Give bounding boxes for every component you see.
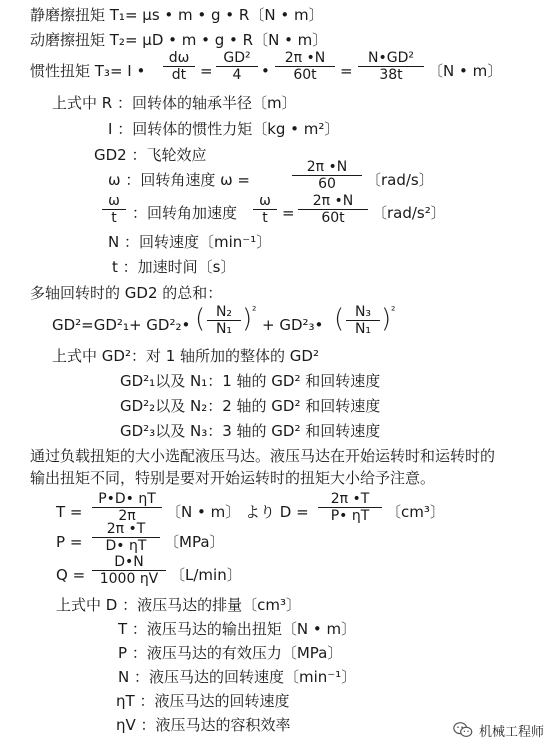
fraction-omega: $\frac{2\pi •N}{60}$ [292,159,362,192]
torque-unit-and-d: 〔N • m〕 より D = [166,503,309,521]
pressure-lead: P = [56,533,83,551]
gd-formula-lead: GD²=GD²₁+ GD²₂• [52,316,191,334]
alpha-unit: 〔rad/s²〕 [372,204,446,222]
fraction-alpha-left: $\frac{\omega}{t}$ [102,193,126,226]
def-hyd-N: N ：液压马达的回转速度〔min⁻¹〕 [118,668,357,686]
square: ² [252,304,257,317]
def-gd2-total: 上式中 GD²：对 1 轴所加的整体的 GD² [52,347,319,365]
paren: ) [242,304,253,334]
fraction-alpha-mid: $\frac{\omega}{t}$ [253,193,277,226]
displacement-unit: 〔cm³〕 [386,503,445,521]
fraction-2piN-60t: $\frac{2\pi •N}{60t}$ [275,50,335,83]
fraction-pressure: $\frac{2\pi •T}{D• \eta T}$ [92,521,160,554]
fraction-displacement: $\frac{2\pi •T}{P• \eta T}$ [318,491,382,524]
dynamic-friction-line: 动磨擦扭矩 T₂= μD • m • g • R〔N • m〕 [30,31,328,49]
omega-unit: 〔rad/s〕 [366,171,434,189]
static-friction-line: 静磨擦扭矩 T₁= μs • m • g • R〔N • m〕 [30,6,324,24]
inertia-lead: 惯性扭矩 T₃= I • [30,62,146,80]
flow-lead: Q = [56,566,86,584]
pressure-unit: 〔MPa〕 [164,533,225,551]
multi-axis-title: 多轴回转时的 GD2 的总和： [30,284,223,302]
watermark-text: 机械工程师 [478,724,544,740]
square: ² [391,304,396,317]
def-hyd-etaV: ηV ：液压马达的容积效率 [116,716,291,734]
def-I: I ：回转体的惯性力矩〔kg • m²〕 [108,120,340,138]
watermark [452,719,544,741]
fraction-dw-dt: $\frac{d\omega}{dt}$ [163,50,195,83]
def-omega: ω ：回转角速度 ω = [108,171,250,189]
fraction-gd2-4: $\frac{\text{GD²}}{4}$ [216,50,258,83]
def-GD2: GD2 ：飞轮效应 [94,146,207,164]
paren: ( [195,304,206,334]
gd-formula-plus: + GD²₃• [262,316,324,334]
def-hyd-P: P ：液压马达的有效压力〔MPa〕 [118,644,343,662]
def-N: N ：回转速度〔min⁻¹〕 [108,233,272,251]
def-alpha: ：回转角加速度 [132,204,238,222]
def-hyd-T: T ：液压马达的输出扭矩〔N • m〕 [118,620,357,638]
paren: ( [334,304,345,334]
def-gd2-1: GD²₁以及 N₁：1 轴的 GD² 和回转速度 [120,372,381,390]
def-R: 上式中 R ：回转体的轴承半径〔m〕 [52,94,297,112]
torque-lead: T = [56,503,83,521]
paragraph-line-2: 输出扭矩不同，特别是要对开始运转时的扭矩大小给予注意。 [30,469,436,487]
fraction-n2-n1: $\frac{\text{N₂}}{\text{N₁}}$ [207,304,241,337]
def-gd2-3: GD²₃以及 N₃：3 轴的 GD² 和回转速度 [120,422,381,440]
fraction-alpha-right: $\frac{2\pi •N}{60t}$ [298,193,368,226]
def-gd2-2: GD²₂以及 N₂：2 轴的 GD² 和回转速度 [120,397,381,415]
flow-unit: 〔L/min〕 [170,566,242,584]
equals: = [200,62,213,80]
fraction-n3-n1: $\frac{\text{N₃}}{\text{N₁}}$ [346,304,380,337]
def-hyd-D: 上式中 D ：液压马达的排量〔cm³〕 [56,596,301,614]
dot: • [261,62,270,80]
def-hyd-etaT: ηT ：液压马达的回转速度 [116,692,290,710]
equals: = [340,62,353,80]
fraction-ngd2-38t: $\frac{\text{N•GD²}}{38t}$ [358,50,424,83]
wechat-icon [452,719,474,741]
inertia-unit: 〔N • m〕 [428,62,503,80]
fraction-torque: $\frac{P•D• \eta T}{2\pi}$ [92,491,162,524]
equals: = [282,204,295,222]
def-t: t ：加速时间〔s〕 [112,258,236,276]
paragraph-line-1: 通过负载扭矩的大小选配液压马达。液压马达在开始运转时和运转时的 [30,447,496,465]
fraction-flow: $\frac{D•N}{1000 \eta V}$ [92,554,166,587]
paren: ) [381,304,392,334]
